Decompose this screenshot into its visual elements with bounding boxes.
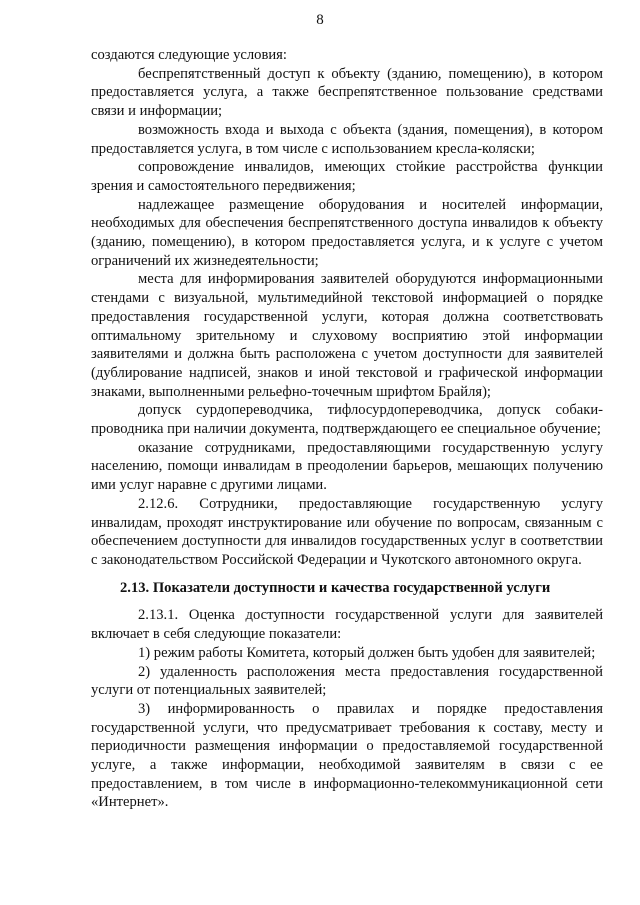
section-heading: 2.13. Показатели доступности и качества государственной услуги: [120, 579, 551, 596]
paragraph: 3) информированность о правилах и порядке предоставления государственной услуги, что предусматривает требования к составу, месту и периодичности размещения информации о предоставляемой государственной услуге, а также информации, необходимой заявителям в связи с ее предоставлением, в том числе в информационно-телекоммуникационной сети «Интернет».: [91, 700, 603, 811]
paragraph: 2) удаленность расположения места предоставления государственной услуги от потенциальных заявителей;: [91, 663, 603, 699]
paragraph: беспрепятственный доступ к объекту (зданию, помещению), в котором предоставляется услуга, а также беспрепятственное пользование средствами связи и информации;: [91, 65, 603, 120]
paragraph: 1) режим работы Комитета, который должен быть удобен для заявителей;: [138, 644, 596, 661]
paragraph: места для информирования заявителей оборудуются информационными стендами с визуальной, мультимедийной текстовой информацией о порядке предоставления государственной услуги, которая должна соответствовать оптимальному зрительному и слуховому восприятию этой информации заявителями и должна быть расположена с учетом доступности для заявителей (дублирование надписей, знаков и иной текстовой и графической информации знаками, выполненными рельефно-точечным шрифтом Брайля);: [91, 271, 603, 400]
page-number: 8: [316, 12, 324, 28]
paragraph: допуск сурдопереводчика, тифлосурдопереводчика, допуск собаки-проводника при наличии документа, подтверждающего ее специальное обучение;: [91, 402, 603, 438]
paragraph: оказание сотрудниками, предоставляющими государственную услугу населению, помощи инвалидам в преодолении барьеров, мешающих получению ими услуг наравне с другими лицами.: [91, 439, 603, 494]
paragraph: создаются следующие условия:: [91, 47, 287, 63]
document-body: [91, 46, 603, 812]
paragraph: возможность входа и выхода с объекта (здания, помещения), в котором предоставляется услуга, в том числе с использованием кресла-коляски;: [91, 121, 603, 157]
paragraph: 2.12.6. Сотрудники, предоставляющие государственную услугу инвалидам, проходят инструктирование или обучение по вопросам, связанным с обеспечением доступности для инвалидов государственных услуг в соответствии с законодательством Российской Федерации и Чукотского автономного округа.: [91, 495, 603, 568]
paragraph: сопровождение инвалидов, имеющих стойкие расстройства функции зрения и самостоятельного передвижения;: [91, 159, 603, 194]
paragraph: 2.13.1. Оценка доступности государственной услуги для заявителей включает в себя следующие показатели:: [91, 607, 603, 643]
paragraph: надлежащее размещение оборудования и носителей информации, необходимых для обеспечения беспрепятственного доступа инвалидов к объекту (зданию, помещению), в котором предоставляется услуга, и к услуге с учетом ограничений их жизнедеятельности;: [91, 196, 603, 269]
